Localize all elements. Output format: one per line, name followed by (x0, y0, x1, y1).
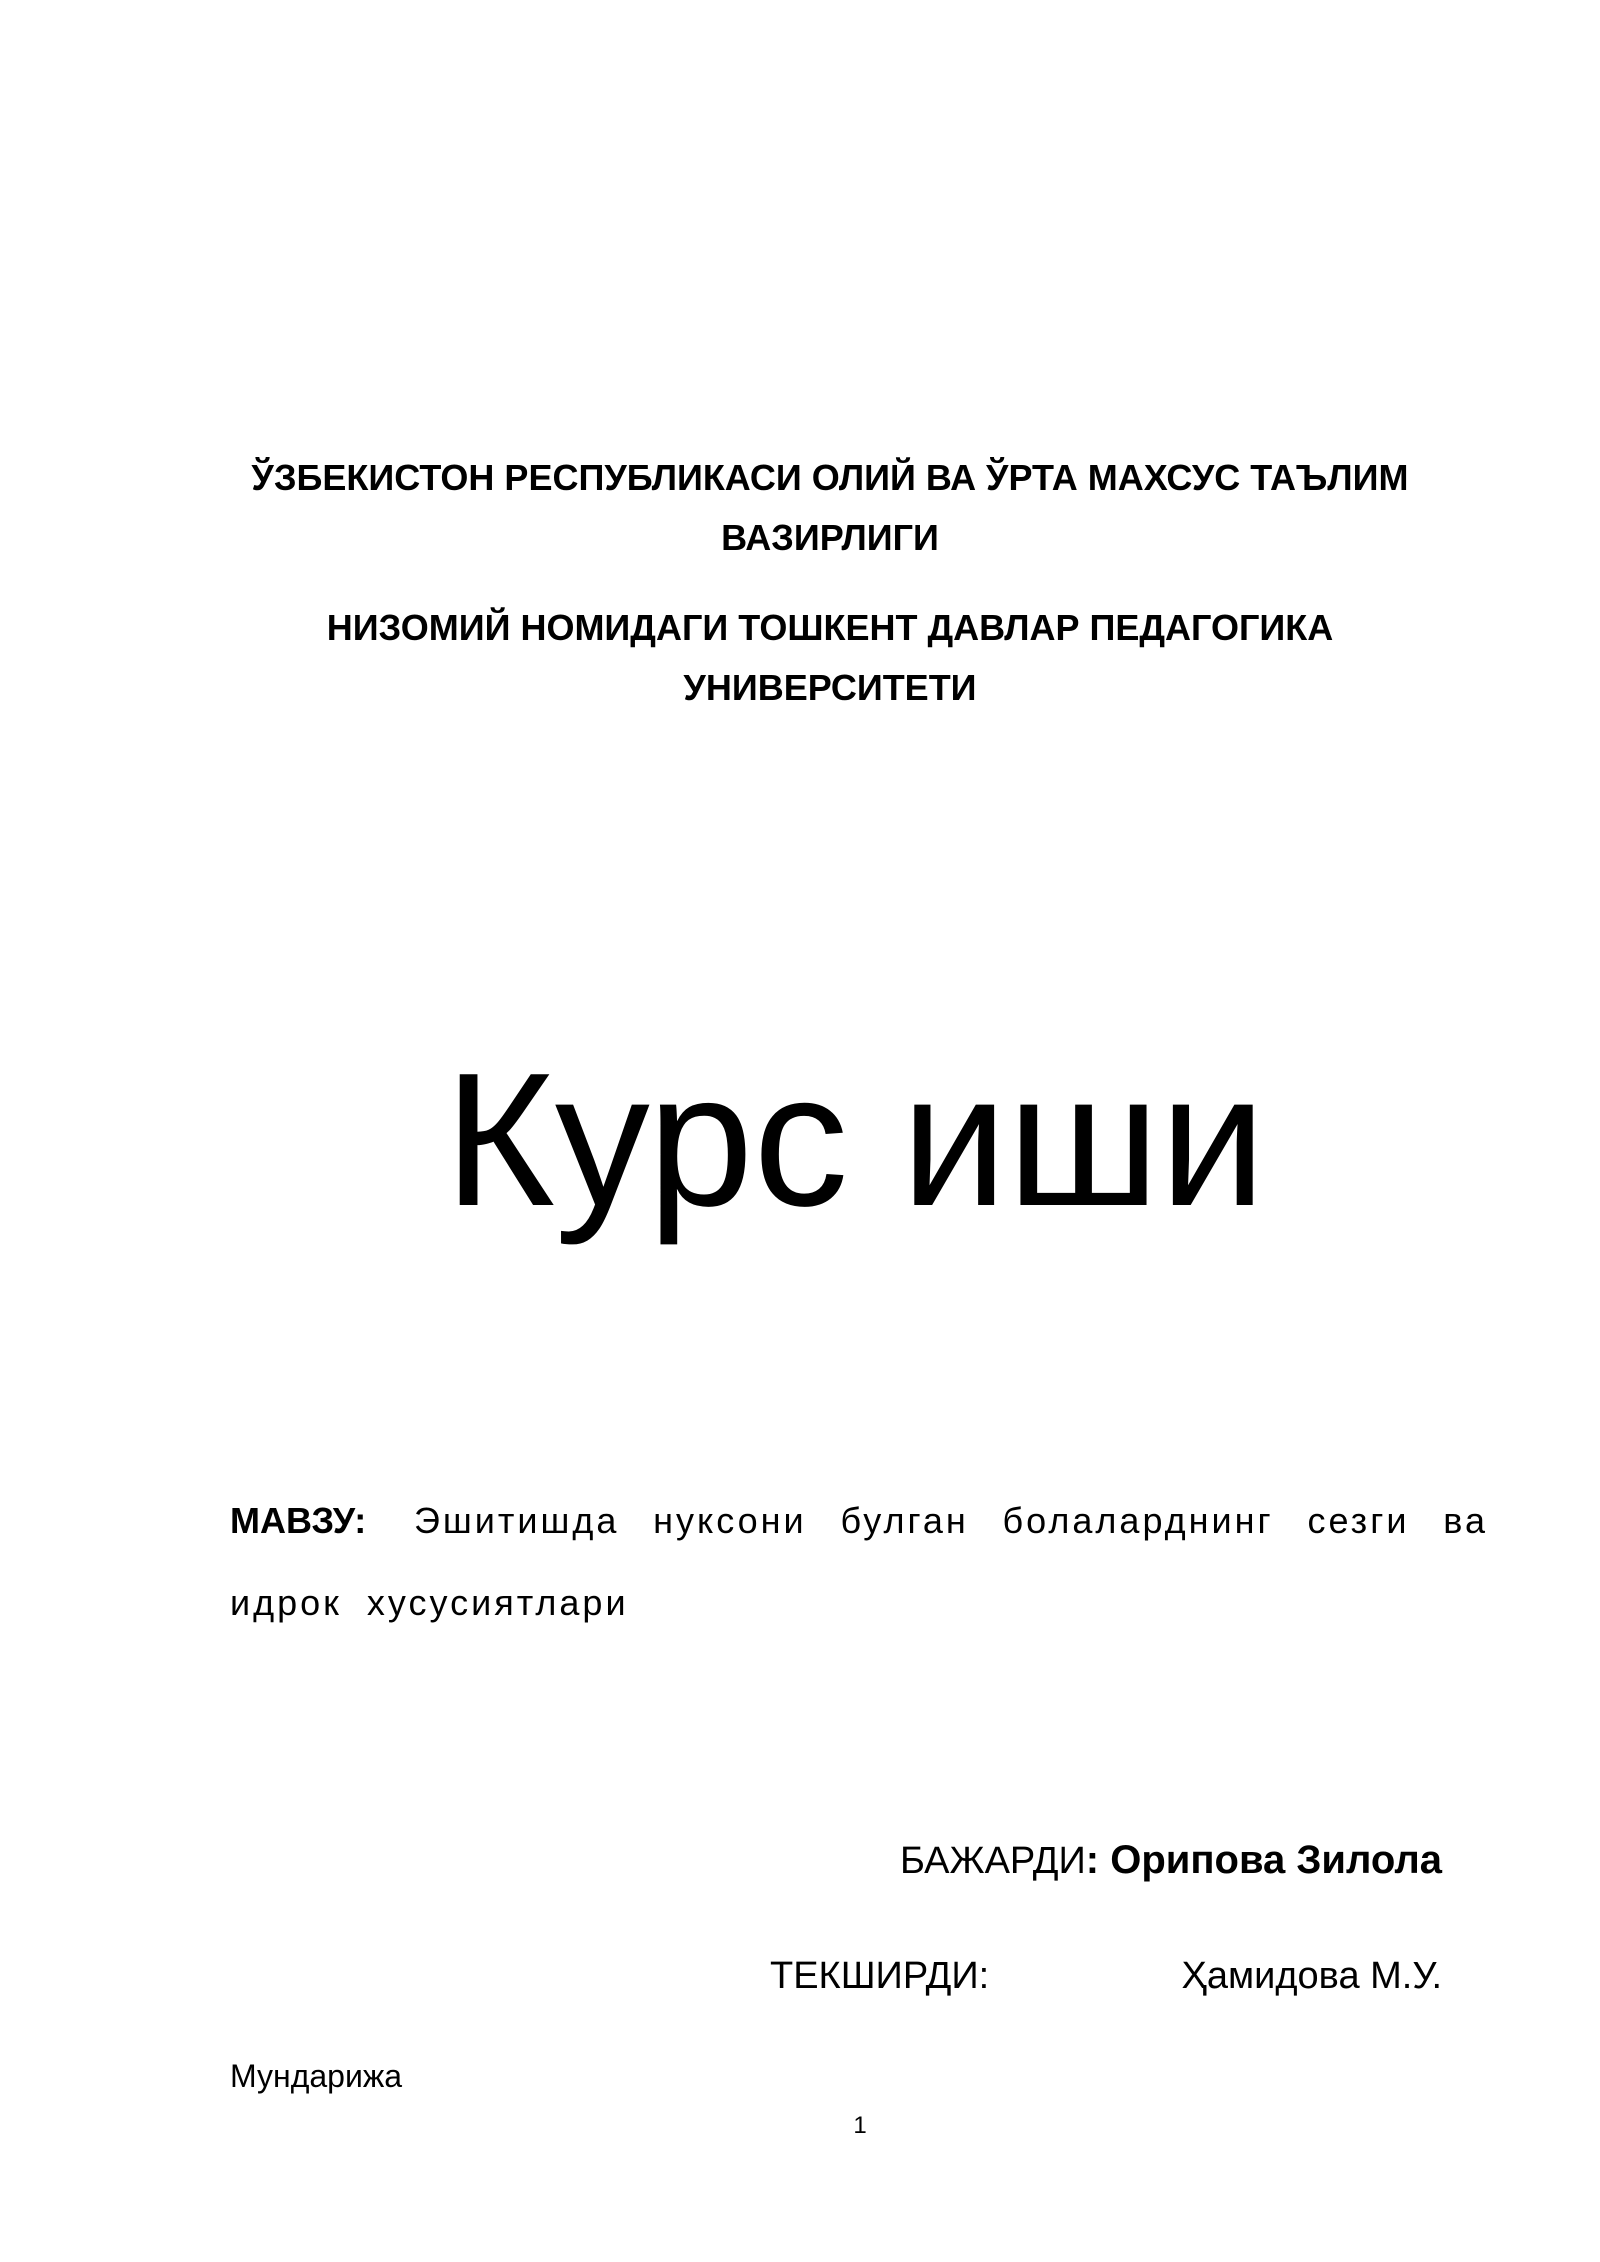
performed-by-line (900, 1832, 1442, 1889)
checked-by-name: Ҳамидова М.У. (1181, 1955, 1442, 1997)
performed-by-label: БАЖАРДИ (900, 1840, 1086, 1882)
ministry-heading: ЎЗБЕКИСТОН РЕСПУБЛИКАСИ ОЛИЙ ВА ЎРТА МАХСУС ТАЪЛИМ ВАЗИРЛИГИ (251, 457, 1409, 558)
checked-by-label: ТЕКШИРДИ: (770, 1955, 990, 1997)
topic-label: МАВЗУ: (230, 1500, 367, 1541)
topic-paragraph (230, 1480, 1488, 1644)
university-heading: НИЗОМИЙ НОМИДАГИ ТОШКЕНТ ДАВЛАР ПЕДАГОГИКА УНИВЕРСИТЕТИ (326, 607, 1334, 708)
contents-heading: Мундарижа (230, 2058, 403, 2094)
performed-by-name: : Орипова Зилола (1085, 1838, 1442, 1882)
topic-text: Эшитишда нуксони булган болаларднинг сезги ва идрок хусусиятлари (230, 1500, 1488, 1623)
page-number: 1 (853, 2112, 867, 2139)
document-title: Курс иши (444, 1034, 1266, 1246)
